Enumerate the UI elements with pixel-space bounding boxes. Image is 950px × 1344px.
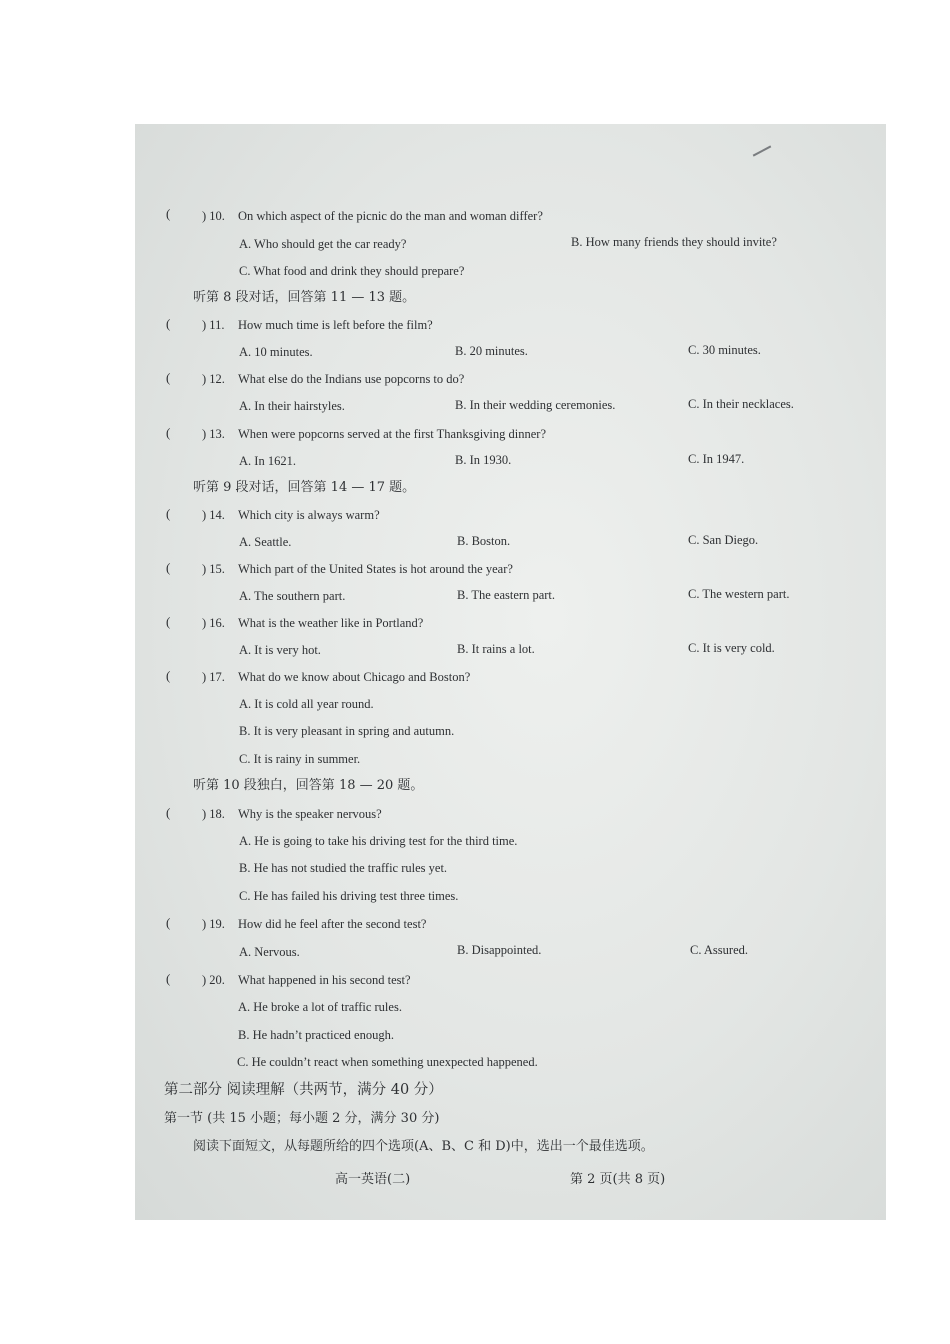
answer-paren: ( [166,805,171,820]
question-text: What happened in his second test? [238,973,411,987]
option-b: B. It is very pleasant in spring and autumn. [239,724,455,738]
question-text: What do we know about Chicago and Boston? [238,670,471,684]
question-text: Which part of the United States is hot around the year? [238,562,513,576]
question-text: How much time is left before the film? [238,318,433,332]
answer-paren: ( [166,614,171,629]
answer-paren: ( [166,915,171,930]
option-c: C. It is very cold. [688,641,775,655]
option-a: A. The southern part. [239,589,346,603]
question-number: ) 19. [202,917,225,931]
option-a: A. Seattle. [239,535,292,549]
option-c: C. He couldn’t react when something unexpected happened. [237,1055,538,1069]
question-text: Which city is always warm? [238,508,380,522]
footer-subject: 高一英语(二) [335,1172,411,1187]
option-c: C. In their necklaces. [688,397,794,411]
option-c: C. It is rainy in summer. [239,752,361,766]
question-text: How did he feel after the second test? [238,917,427,931]
question-text: Why is the speaker nervous? [238,807,382,821]
option-b: B. How many friends they should invite? [571,235,777,249]
question-number: ) 12. [202,372,225,386]
question-number: ) 11. [202,318,225,332]
section-heading-9: 听第 9 段对话，回答第 14 — 17 题。 [193,480,416,495]
question-text: When were popcorns served at the first Thanksgiving dinner? [238,427,547,441]
question-number: ) 10. [202,209,225,223]
part-two-title: 第二部分 阅读理解（共两节，满分 40 分） [164,1082,443,1098]
option-c: C. In 1947. [688,452,745,466]
option-c: C. San Diego. [688,533,759,547]
footer-page-number: 第 2 页(共 8 页) [570,1172,666,1187]
option-c: C. Assured. [690,943,748,957]
option-b: B. He hadn’t practiced enough. [238,1028,394,1042]
option-b: B. The eastern part. [457,588,555,602]
option-a: A. In their hairstyles. [239,399,345,413]
section-one-heading: 第一节 (共 15 小题；每小题 2 分，满分 30 分) [164,1111,440,1126]
reading-instruction: 阅读下面短文，从每题所给的四个选项(A、B、C 和 D)中，选出一个最佳选项。 [193,1139,654,1154]
option-a: A. Nervous. [239,945,300,959]
question-text: On which aspect of the picnic do the man and woman differ? [238,209,543,223]
answer-paren: ( [166,668,171,683]
question-text: What else do the Indians use popcorns to do? [238,372,465,386]
option-a: A. 10 minutes. [239,345,313,359]
option-c: C. The western part. [688,587,790,601]
question-text: What is the weather like in Portland? [238,616,424,630]
question-number: ) 15. [202,562,225,576]
question-number: ) 14. [202,508,225,522]
option-c: C. What food and drink they should prepare? [239,264,465,278]
answer-paren: ( [166,560,171,575]
question-number: ) 13. [202,427,225,441]
option-b: B. In their wedding ceremonies. [455,398,616,412]
option-c: C. He has failed his driving test three times. [239,889,459,903]
question-number: ) 18. [202,807,225,821]
question-number: ) 16. [202,616,225,630]
option-a: A. It is very hot. [239,643,321,657]
question-number: ) 17. [202,670,225,684]
option-a: A. In 1621. [239,454,296,468]
option-b: B. 20 minutes. [455,344,528,358]
option-a: A. Who should get the car ready? [239,237,407,251]
answer-paren: ( [166,506,171,521]
option-b: B. It rains a lot. [457,642,535,656]
option-c: C. 30 minutes. [688,343,761,357]
section-heading-8: 听第 8 段对话，回答第 11 — 13 题。 [193,290,416,305]
option-b: B. In 1930. [455,453,512,467]
answer-paren: ( [166,316,171,331]
question-number: ) 20. [202,973,225,987]
answer-paren: ( [166,971,171,986]
option-b: B. Disappointed. [457,943,542,957]
option-a: A. He is going to take his driving test for the third time. [239,834,518,848]
option-b: B. He has not studied the traffic rules yet. [239,861,448,875]
answer-paren: ( [166,206,171,221]
section-heading-10: 听第 10 段独白，回答第 18 — 20 题。 [193,778,424,793]
option-a: A. It is cold all year round. [239,697,374,711]
option-b: B. Boston. [457,534,511,548]
answer-paren: ( [166,425,171,440]
answer-paren: ( [166,370,171,385]
option-a: A. He broke a lot of traffic rules. [238,1000,402,1014]
